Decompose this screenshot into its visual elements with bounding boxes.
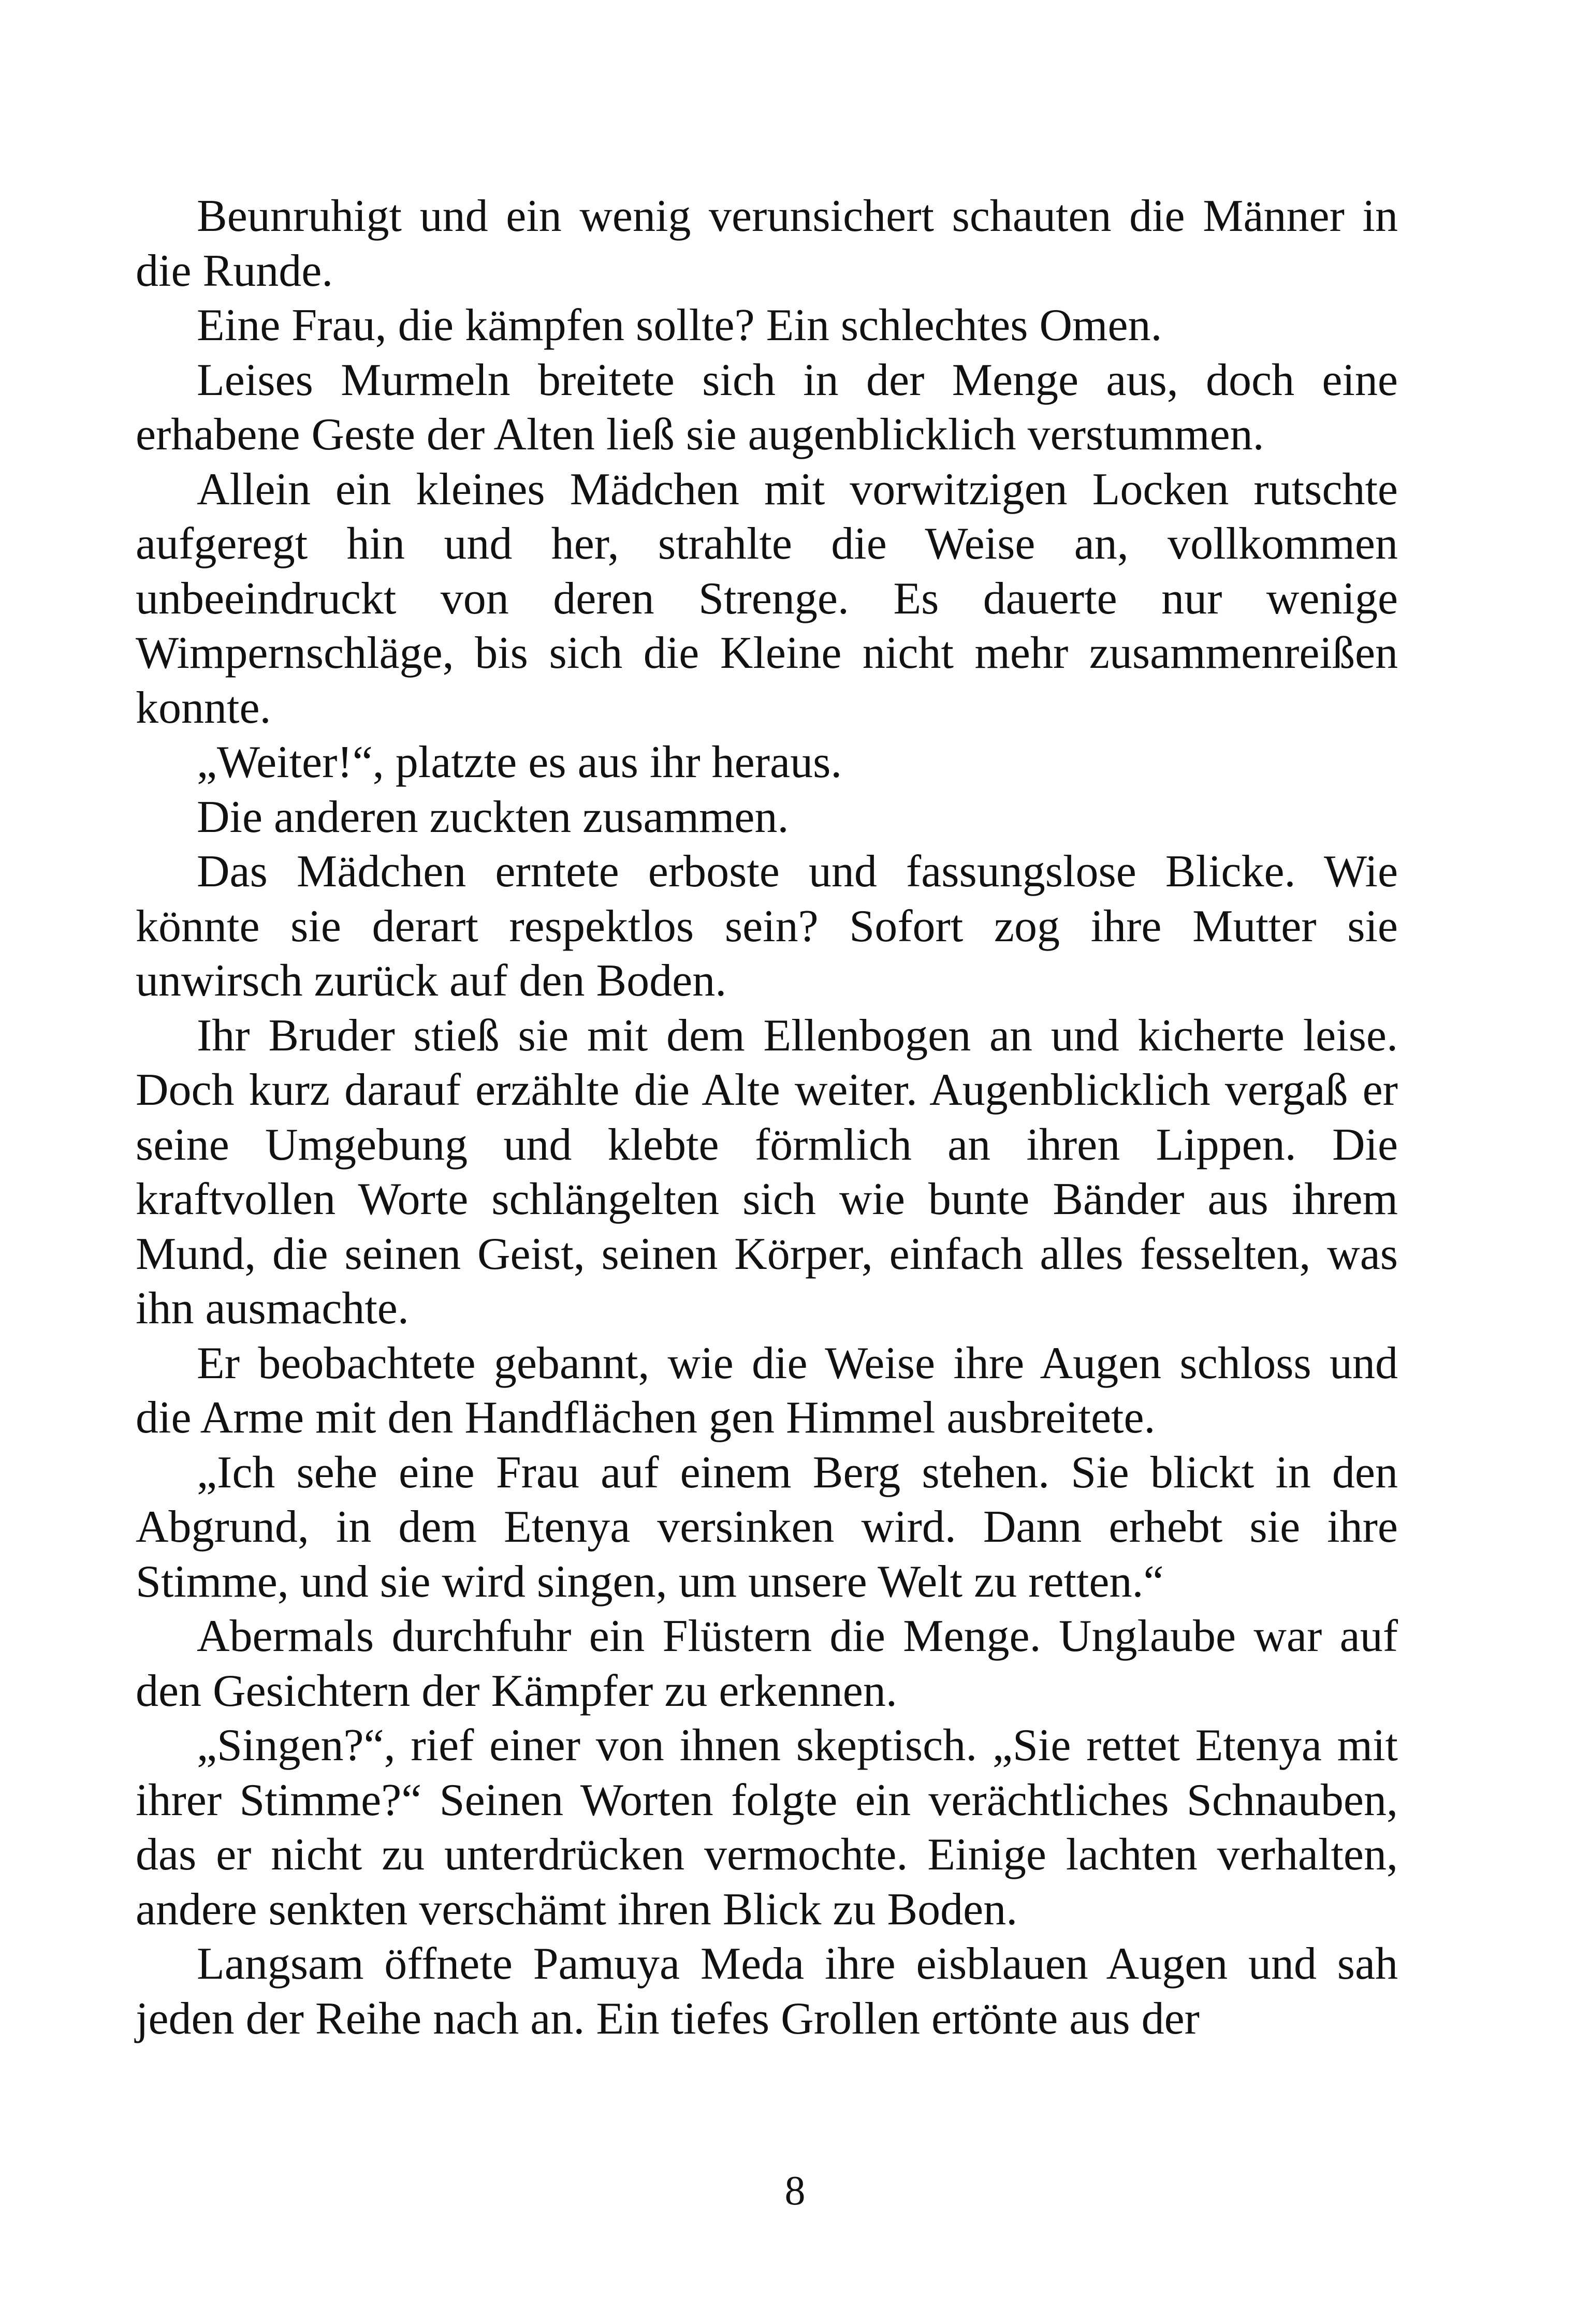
- paragraph: Ihr Bruder stieß sie mit dem Ellenbogen an und kicherte leise. Doch kurz darauf erzählte die Alte weiter. Augenblicklich vergaß er seine Umgebung und klebte förmlich an ihren Lippen. Die kraftvollen Worte schlängelten sich wie bunte Bänder aus ihrem Mund, die seinen Geist, seinen Körper, einfach alles fesselten, was ihn ausmachte.: [136, 1010, 1398, 1334]
- paragraph: Langsam öffnete Pamuya Meda ihre eisblauen Augen und sah jeden der Reihe nach an. Ein tiefes Grollen ertönte aus der: [136, 1939, 1398, 2044]
- paragraph: Er beobachtete gebannt, wie die Weise ihre Augen schloss und die Arme mit den Handflächen gen Himmel ausbreitete.: [136, 1338, 1398, 1443]
- paragraph: „Weiter!“, platzte es aus ihr heraus.: [197, 737, 842, 787]
- paragraph: „Singen?“, rief einer von ihnen skeptisch. „Sie rettet Etenya mit ihrer Stimme?“ Seinen Worten folgte ein verächtliches Schnauben, das er nicht zu unterdrücken vermochte. Einige lachten verhalten, andere senkten verschämt ihren Blick zu Boden.: [136, 1720, 1398, 1935]
- paragraph: Die anderen zuckten zusammen.: [197, 792, 789, 842]
- paragraph: Beunruhigt und ein wenig verunsichert schauten die Männer in die Runde.: [136, 191, 1398, 296]
- body-text: [136, 189, 1398, 2046]
- page-number: 8: [784, 2168, 806, 2214]
- paragraph: Abermals durchfuhr ein Flüstern die Menge. Unglaube war auf den Gesichtern der Kämpfer zu erkennen.: [136, 1611, 1398, 1716]
- paragraph: Allein ein kleines Mädchen mit vorwitzigen Locken rutschte aufgeregt hin und her, strahlte die Weise an, vollkommen unbeeindruckt von deren Strenge. Es dauerte nur wenige Wimpernschläge, bis sich die Kleine nicht mehr zusammenreißen konnte.: [136, 464, 1398, 733]
- paragraph: Eine Frau, die kämpfen sollte? Ein schlechtes Omen.: [197, 300, 1162, 350]
- paragraph: „Ich sehe eine Frau auf einem Berg stehen. Sie blickt in den Abgrund, in dem Etenya versinken wird. Dann erhebt sie ihre Stimme, und sie wird singen, um unsere Welt zu retten.“: [136, 1447, 1398, 1607]
- paragraph: Das Mädchen erntete erboste und fassungslose Blicke. Wie könnte sie derart respektlos sein? Sofort zog ihre Mutter sie unwirsch zurück auf den Boden.: [136, 846, 1398, 1006]
- paragraph: Leises Murmeln breitete sich in der Menge aus, doch eine erhabene Geste der Alten ließ sie augenblicklich verstummen.: [136, 355, 1398, 460]
